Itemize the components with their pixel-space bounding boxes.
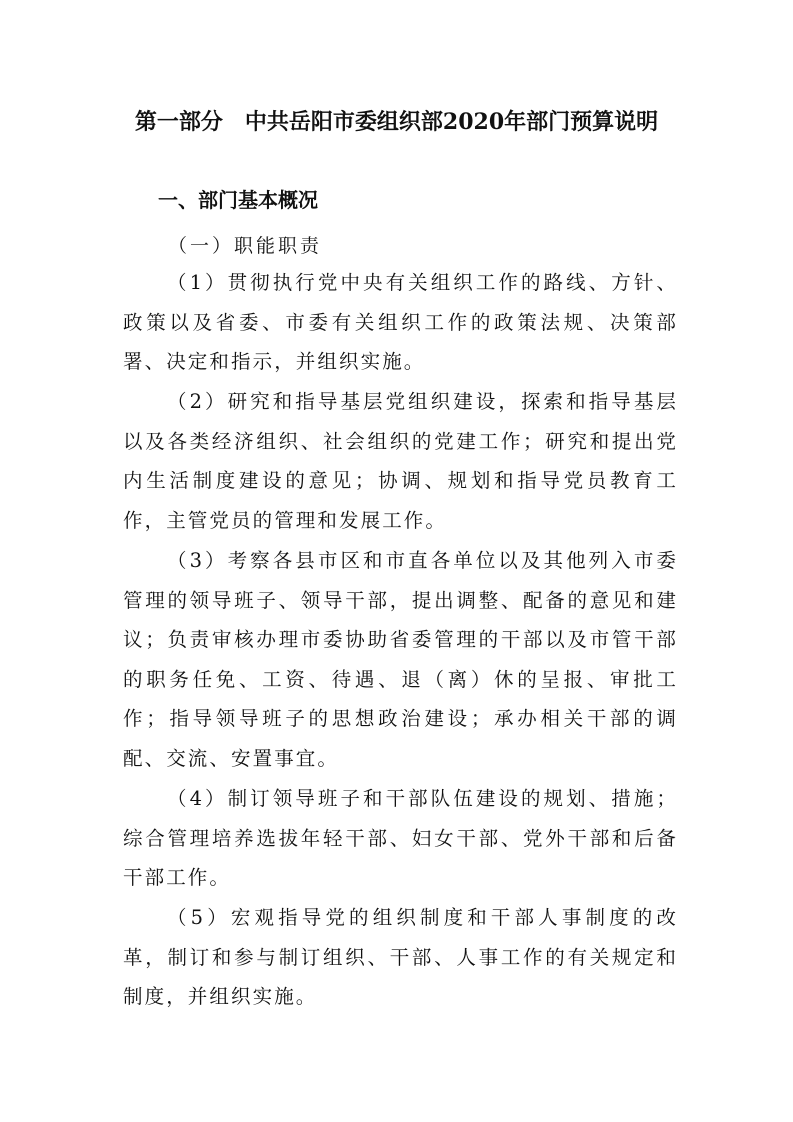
paragraph-duty-3: （3）考察各县市区和市直各单位以及其他列入市委管理的领导班子、领导干部，提出调整、配备的意见和建议；负责审核办理市委协助省委管理的干部以及市管干部的职务任免、工资、待遇、退（离）休的呈报、审批工作；指导领导班子的思想政治建设；承办相关干部的调配、交流、安置事宜。: [123, 549, 678, 770]
paragraph-duty-2: （2）研究和指导基层党组织建设，探索和指导基层以及各类经济组织、社会组织的党建工作；研究和提出党内生活制度建设的意见；协调、规划和指导党员教育工作，主管党员的管理和发展工作。: [123, 390, 678, 532]
sub-heading: （一）职能职责: [168, 235, 323, 257]
title-main-text: 中共岳阳市委组织部2020年部门预算说明: [244, 109, 659, 135]
paragraph-duty-4: （4）制订领导班子和干部队伍建设的规划、措施；综合管理培养选拔年轻干部、妇女干部、党外干部和后备干部工作。: [123, 787, 678, 890]
document-title: [0, 106, 793, 138]
title-part-label: 第一部分: [134, 109, 223, 135]
paragraph-duty-1: （1）贯彻执行党中央有关组织工作的路线、方针、政策以及省委、市委有关组织工作的政策法规、决策部署、决定和指示，并组织实施。: [123, 271, 678, 374]
paragraph-duty-5: （5）宏观指导党的组织制度和干部人事制度的改革，制订和参与制订组织、干部、人事工作的有关规定和制度，并组织实施。: [123, 906, 678, 1009]
section-heading: 一、部门基本概况: [158, 188, 318, 212]
